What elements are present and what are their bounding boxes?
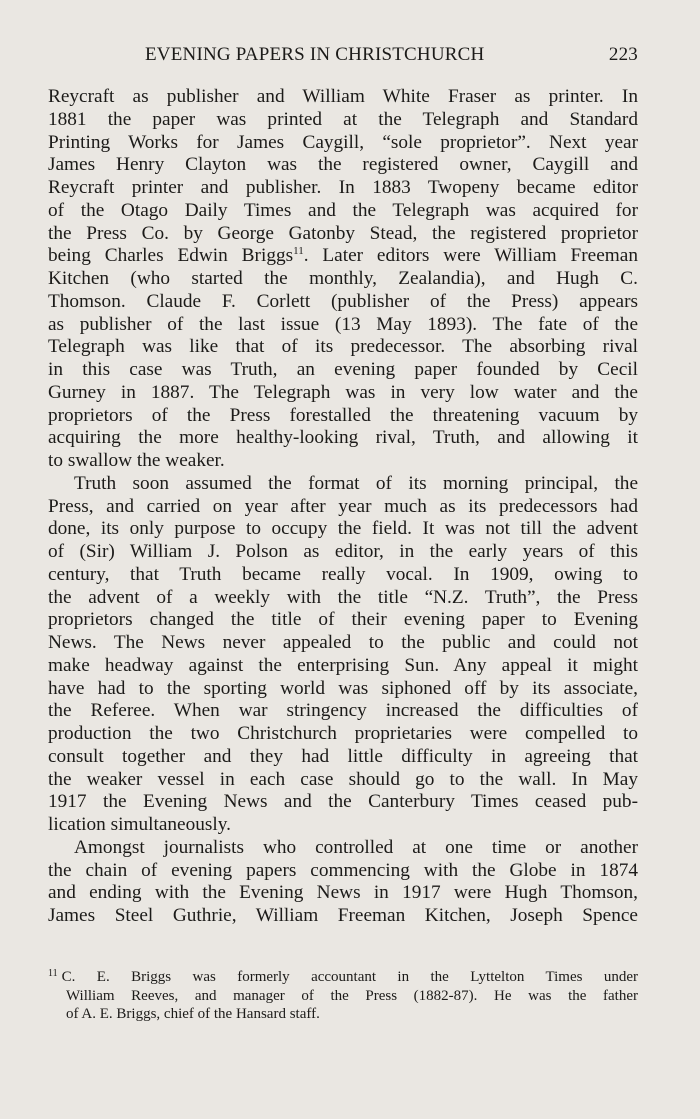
text-line: 1881 the paper was printed at the Telegraph and Standard [48,108,638,130]
footnote [48,968,638,1024]
page-number: 223 [608,44,638,65]
text-line: Reycraft as publisher and William White Fraser as printer. In [48,86,638,107]
text-line: acquiring the more healthy-looking rival, Truth, and allowing it [48,427,638,449]
footnote-marker: 11 [48,968,58,979]
text-line: lication simultaneously. [48,814,231,835]
text-line: the Press Co. by George Gatonby Stead, the registered proprietor [48,222,638,244]
footnote-line [48,968,638,987]
body-text [48,86,638,928]
text-line: Reycraft printer and publisher. In 1883 Twopeny became editor [48,177,638,198]
text-line: the Referee. When war stringency increased the difficulties of [48,700,638,722]
text-line: the weaker vessel in each case should go to the wall. In May [48,768,638,790]
text-line: make headway against the enterprising Sun. Any appeal it might [48,654,638,676]
footnote-reference[interactable]: 11 [293,245,304,258]
text-line: of the Otago Daily Times and the Telegraph was acquired for [48,199,638,221]
text-line: the advent of a weekly with the title “N.Z. Truth”, the Press [48,586,638,608]
text-line: have had to the sporting world was siphoned off by its associate, [48,677,638,699]
text-line: and ending with the Evening News in 1917 were Hugh Thomson, [48,882,638,904]
text-line: Printing Works for James Caygill, “sole proprietor”. Next year [48,131,638,153]
footnote-line: William Reeves, and manager of the Press (1882-87). He was the father [66,987,638,1004]
text-line [48,245,638,268]
footnote-text: C. E. Briggs was formerly accountant in the Lyttelton Times under [61,969,638,985]
text-line: done, its only purpose to occupy the field. It was not till the advent [48,518,638,540]
text-fragment: being Charles Edwin Briggs [48,245,294,267]
text-line: Truth soon assumed the format of its morning principal, the [74,472,638,494]
text-line: production the two Christchurch proprietaries were compelled to [48,723,638,744]
running-head [48,44,638,68]
text-line: proprietors changed the title of their evening paper to Evening [48,609,638,631]
text-line: the chain of evening papers commencing with the Globe in 1874 [48,859,638,881]
text-line: proprietors of the Press forestalled the threatening vacuum by [48,404,638,426]
text-line: century, that Truth became really vocal. In 1909, owing to [48,563,638,585]
text-line: Press, and carried on year after year much as its predecessors had [48,495,638,517]
text-line: in this case was Truth, an evening paper founded by Cecil [48,359,638,380]
text-line: 1917 the Evening News and the Canterbury Times ceased pub- [48,791,638,813]
text-line: Kitchen (who started the monthly, Zealandia), and Hugh C. [48,268,638,289]
text-line: to swallow the weaker. [48,450,225,471]
text-line: Amongst journalists who controlled at one time or another [74,836,638,858]
text-fragment: . Later editors were William Freeman [303,245,638,267]
running-title: EVENING PAPERS IN CHRISTCHURCH [145,44,485,65]
text-line: James Henry Clayton was the registered owner, Caygill and [48,154,638,176]
text-line: consult together and they had little difficulty in agreeing that [48,745,638,767]
footnote-line: of A. E. Briggs, chief of the Hansard staff. [66,1006,320,1022]
text-line: as publisher of the last issue (13 May 1893). The fate of the [48,313,638,335]
text-line: Gurney in 1887. The Telegraph was in very low water and the [48,381,638,403]
text-line: James Steel Guthrie, William Freeman Kitchen, Joseph Spence [48,905,638,926]
text-line: Telegraph was like that of its predecessor. The absorbing rival [48,336,638,358]
text-line: News. The News never appealed to the public and could not [48,632,638,653]
text-line: of (Sir) William J. Polson as editor, in the early years of this [48,541,638,562]
text-line: Thomson. Claude F. Corlett (publisher of the Press) appears [48,290,638,312]
